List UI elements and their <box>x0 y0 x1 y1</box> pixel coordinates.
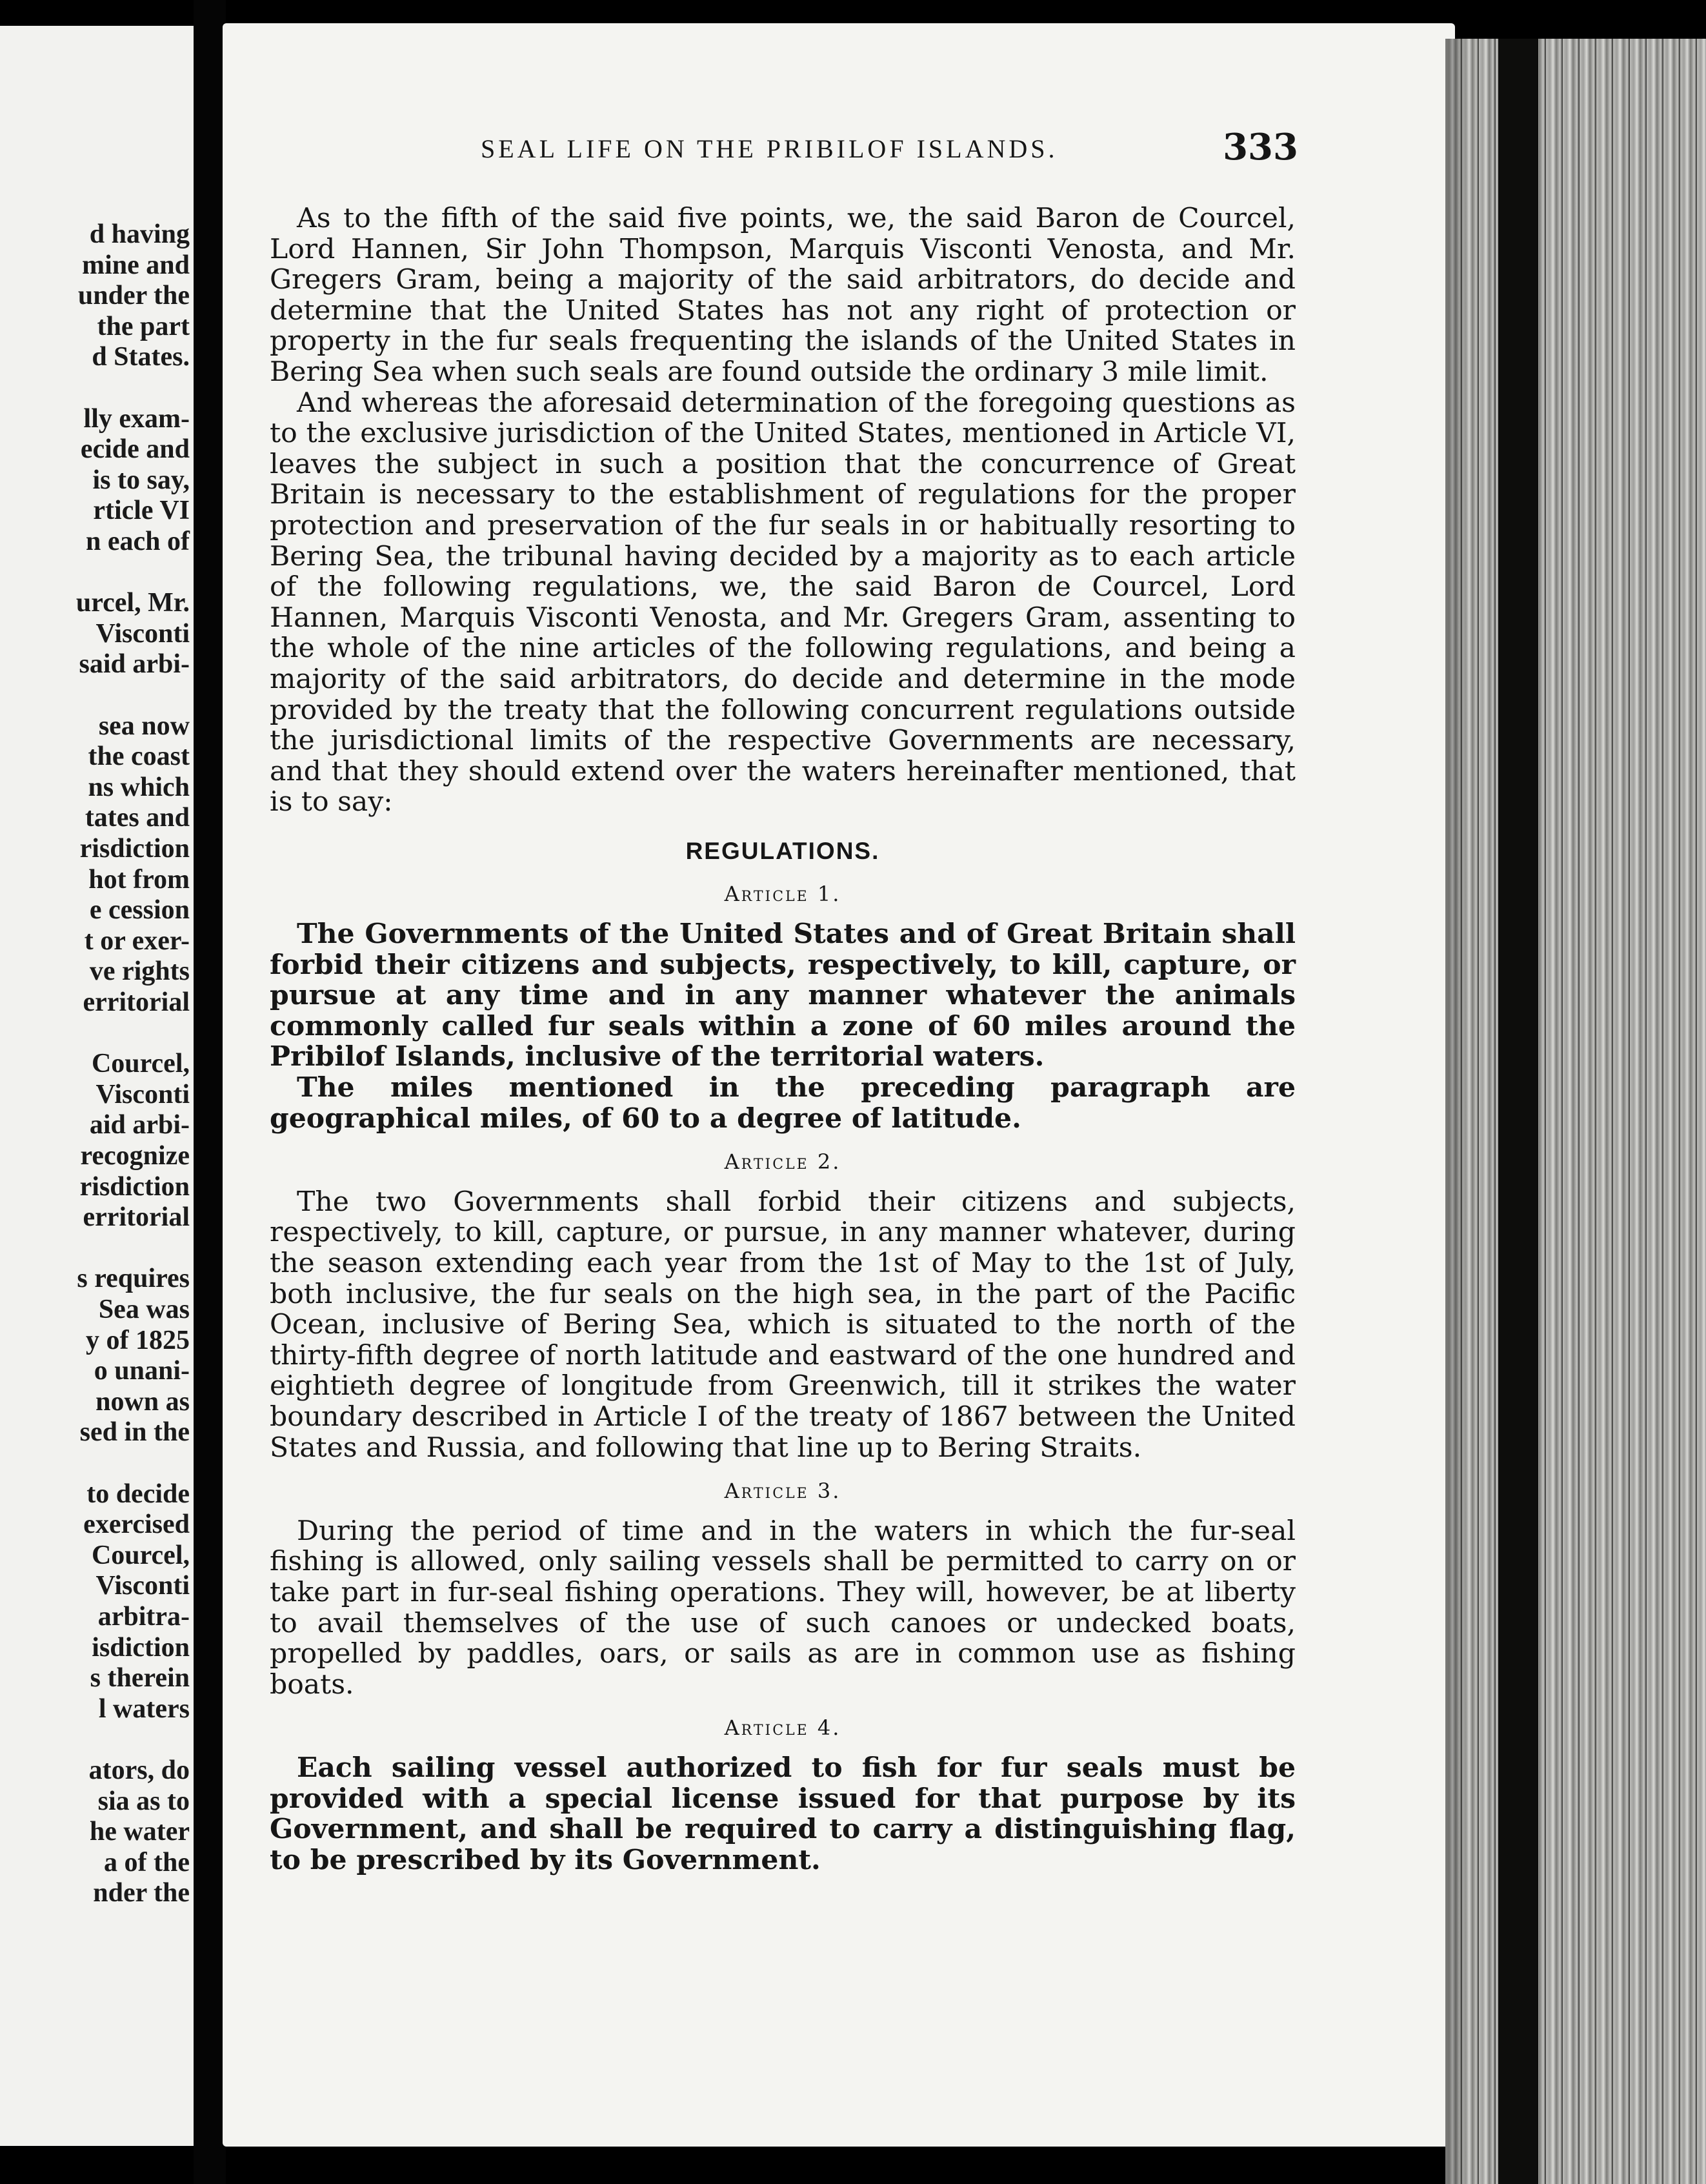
facing-page-line: mine and <box>82 250 190 280</box>
facing-page-line: t or exer- <box>84 925 190 956</box>
article-4-paragraph: Each sailing vessel authorized to fish for fur seals must be provided with a special license issued for that purpose by its Government, and shall be required to carry a distinguishing flag, to be prescribed by its Government. <box>270 1751 1296 1876</box>
facing-page-line: Courcel, <box>91 1049 190 1079</box>
facing-page-line: nder the <box>93 1878 190 1908</box>
facing-page-line: o unani- <box>94 1356 190 1386</box>
facing-page-line: tates and <box>85 803 190 833</box>
facing-page-line: the coast <box>88 742 190 772</box>
facing-page-line: arbitra- <box>97 1602 190 1632</box>
facing-page-line: y of 1825 <box>86 1325 190 1355</box>
facing-page-line: nown as <box>95 1386 190 1417</box>
facing-page-line: lly exam- <box>83 403 190 434</box>
facing-page-line: isdiction <box>92 1632 190 1663</box>
facing-page-line: he water <box>89 1817 190 1847</box>
article-2-paragraph: The two Governments shall forbid their citizens and subjects, respectively, to kill, capture, or pursue, in any manner whatever, during the season extending each year from the 1st of May to the 1st of July, both inclusive, the fur seals on the high sea, in the part of the Pacific Ocean, inclusive of Bering Sea, which is situated to the north of the thirty-fifth degree of north latitude and eastward of the one hundred and eightieth degree of longitude from Greenwich, till it strikes the water boundary described in Article I of the treaty of 1867 between the United States and Russia, and following that line up to Bering Straits. <box>270 1186 1296 1464</box>
edge-shadow <box>1445 39 1471 2184</box>
facing-page-line: s therein <box>90 1663 190 1694</box>
facing-page-line: exercised <box>83 1510 190 1540</box>
facing-page-line: risdiction <box>79 834 190 864</box>
facing-page-line: Courcel, <box>91 1540 190 1570</box>
facing-page-line: e cession <box>89 895 190 925</box>
paragraph-fifth-point: As to the fifth of the said five points, we, the said Baron de Courcel, Lord Hannen, Sir John Thompson, Marquis Visconti Venosta, and Mr. Gregers Gram, being a majority of the said arbitrators, do decide and determine that the United States has not any right of protection or property in the fur seals frequenting the islands of the United States in Bering Sea when such seals are found outside the ordinary 3 mile limit. <box>270 203 1296 388</box>
facing-page-line: d States. <box>92 342 190 372</box>
facing-page-line: erritorial <box>83 987 190 1017</box>
running-title: SEAL LIFE ON THE PRIBILOF ISLANDS. <box>481 134 1058 163</box>
facing-page-line: is to say, <box>92 465 190 495</box>
facing-page-line: aid arbi- <box>89 1110 190 1140</box>
article-1-paragraph-1: The Governments of the United States and of Great Britain shall forbid their citizens and subjects, respectively, to kill, capture, or pursue at any time and in any manner whatever the animals commonly called fur seals within a zone of 60 miles around the Pribilof Islands, inclusive of the territorial waters. <box>270 918 1296 1073</box>
facing-page-line: risdiction <box>79 1171 190 1202</box>
facing-page-line: said arbi- <box>79 649 190 680</box>
running-head <box>258 126 1298 171</box>
facing-page-line: a of the <box>104 1847 190 1877</box>
facing-page-line: l waters <box>98 1694 190 1724</box>
facing-page-line: to decide <box>86 1479 190 1509</box>
article-3-paragraph: During the period of time and in the waters in which the fur-seal fishing is allowed, only sailing vessels shall be permitted to carry on or take part in fur-seal fishing operations. They will, however, be at liberty to avail themselves of the use of such canoes or undecked boats, propelled by paddles, oars, or sails as are in common use as fishing boats. <box>270 1515 1296 1701</box>
paragraph-whereas: And whereas the aforesaid determination of the foregoing questions as to the exclusive jurisdiction of the United States, mentioned in Article VI, leaves the subject in such a position that the concurrence of Great Britain is necessary to the establishment of regulations for the proper protection and preservation of the fur seals in or habitually resorting to Bering Sea, the tribunal having decided by a majority as to each article of the following regulations, we, the said Baron de Courcel, Lord Hannen, Marquis Visconti Venosta, and Mr. Gregers Gram, assenting to the whole of the nine articles of the following regulations, and being a majority of the said arbitrators, do decide and determine in the mode provided by the treaty that the following concurrent regulations outside the jurisdictional limits of the respective Governments are necessary, and that they should extend over the waters hereinafter mentioned, that is to say: <box>270 387 1296 818</box>
article-1-paragraph-2: The miles mentioned in the preceding paragraph are geographical miles, of 60 to a degree of latitude. <box>270 1071 1296 1135</box>
body-text <box>270 203 1296 1876</box>
article-2-heading: Article 2. <box>724 1149 841 1175</box>
facing-page-line: d having <box>89 219 190 249</box>
facing-page-line: rticle VI <box>93 496 190 526</box>
facing-page-line: under the <box>77 281 190 311</box>
facing-page-text <box>0 26 194 2146</box>
facing-page-line: sia as to <box>97 1786 190 1816</box>
facing-page-line: hot from <box>88 864 190 895</box>
book-gutter <box>194 0 226 2184</box>
facing-page-line: Visconti <box>95 1571 190 1601</box>
facing-page-line: Sea was <box>98 1295 190 1324</box>
article-4-heading: Article 4. <box>724 1715 841 1741</box>
regulations-heading: REGULATIONS. <box>685 837 880 864</box>
facing-page-line: ecide and <box>80 434 190 465</box>
article-3-heading: Article 3. <box>724 1479 841 1504</box>
facing-page-line: recognize <box>80 1141 190 1171</box>
page-edges <box>1445 39 1706 2184</box>
edge-cover <box>1498 39 1538 2184</box>
article-1-heading: Article 1. <box>724 882 841 907</box>
facing-page <box>0 26 194 2146</box>
facing-page-line: erritorial <box>83 1202 190 1233</box>
facing-page-line: urcel, Mr. <box>75 588 190 618</box>
page-number: 333 <box>1223 126 1298 168</box>
facing-page-line: ns which <box>88 772 190 802</box>
facing-page-line: ators, do <box>88 1755 190 1785</box>
facing-page-line: sea now <box>98 711 190 741</box>
facing-page-line: the part <box>97 311 190 341</box>
facing-page-line: Visconti <box>95 1079 190 1109</box>
facing-page-line: ve rights <box>89 956 190 987</box>
facing-page-line: n each of <box>86 527 190 556</box>
facing-page-line: sed in the <box>79 1417 190 1448</box>
facing-page-line: s requires <box>77 1264 190 1294</box>
facing-page-line: Visconti <box>95 618 190 649</box>
